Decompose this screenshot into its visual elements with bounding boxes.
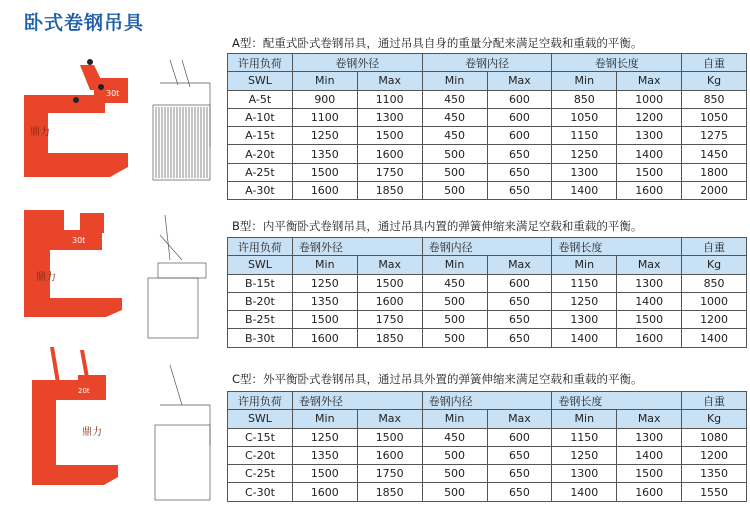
table-cell: 1350 bbox=[682, 465, 747, 483]
table-cell: 1300 bbox=[617, 274, 682, 292]
table-cell: 1850 bbox=[357, 329, 422, 347]
table-cell: 1450 bbox=[682, 145, 747, 163]
table-cell: 1250 bbox=[552, 292, 617, 310]
table-cell: 1750 bbox=[357, 163, 422, 181]
table-cell: 1200 bbox=[682, 311, 747, 329]
svg-text:30t: 30t bbox=[72, 236, 86, 245]
table-cell: 1250 bbox=[292, 428, 357, 446]
table-cell: 450 bbox=[422, 428, 487, 446]
table-cell: C-30t bbox=[228, 483, 293, 501]
header-min: Min bbox=[552, 410, 617, 428]
table-cell: 500 bbox=[422, 182, 487, 200]
header-kg: Kg bbox=[682, 256, 747, 274]
header-max: Max bbox=[357, 256, 422, 274]
table-cell: A-30t bbox=[228, 182, 293, 200]
table-row bbox=[228, 182, 747, 200]
table-cell: 650 bbox=[487, 292, 552, 310]
table-cell: 650 bbox=[487, 329, 552, 347]
table-cell: B-25t bbox=[228, 311, 293, 329]
header-kg: Kg bbox=[682, 410, 747, 428]
svg-text:鼎力: 鼎力 bbox=[82, 427, 102, 438]
table-cell: 1400 bbox=[552, 329, 617, 347]
header-kg: Kg bbox=[682, 72, 747, 90]
table-cell: 1600 bbox=[617, 182, 682, 200]
header-weight: 自重 bbox=[682, 54, 747, 72]
table-row bbox=[228, 90, 747, 108]
header-weight: 自重 bbox=[682, 238, 747, 256]
table-cell: 1300 bbox=[552, 465, 617, 483]
header-coil-length: 卷钢长度 bbox=[552, 392, 682, 410]
header-min: Min bbox=[552, 256, 617, 274]
page-title: 卧式卷钢吊具 bbox=[24, 12, 145, 34]
table-cell: 450 bbox=[422, 108, 487, 126]
table-cell: 850 bbox=[682, 274, 747, 292]
table-cell: A-20t bbox=[228, 145, 293, 163]
header-min: Min bbox=[292, 256, 357, 274]
table-cell: 1300 bbox=[552, 163, 617, 181]
header-weight: 自重 bbox=[682, 392, 747, 410]
header-max: Max bbox=[357, 72, 422, 90]
table-cell: B-30t bbox=[228, 329, 293, 347]
svg-text:鼎力: 鼎力 bbox=[30, 127, 50, 138]
table-cell: 1500 bbox=[292, 163, 357, 181]
table-cell: 1500 bbox=[292, 465, 357, 483]
header-row-groups bbox=[228, 392, 747, 410]
header-outer-diameter: 卷钢外径 bbox=[292, 392, 422, 410]
table-cell: 900 bbox=[292, 90, 357, 108]
table-cell: 650 bbox=[487, 483, 552, 501]
hook-drawing bbox=[148, 215, 206, 338]
table-cell: 1350 bbox=[292, 292, 357, 310]
table-cell: 1000 bbox=[617, 90, 682, 108]
table-row bbox=[228, 163, 747, 181]
table-row bbox=[228, 274, 747, 292]
table-cell: 1750 bbox=[357, 465, 422, 483]
table-c-caption: C型：外平衡卧式卷钢吊具，通过吊具外置的弹簧伸缩来满足空载和重载的平衡。 bbox=[232, 372, 643, 386]
table-cell: 1550 bbox=[682, 483, 747, 501]
table-cell: 2000 bbox=[682, 182, 747, 200]
spec-table-c bbox=[227, 391, 747, 502]
table-cell: 1600 bbox=[292, 483, 357, 501]
table-cell: 1050 bbox=[682, 108, 747, 126]
table-a-caption: A型：配重式卧式卷钢吊具，通过吊具自身的重量分配来满足空载和重载的平衡。 bbox=[232, 36, 643, 50]
table-b-caption: B型：内平衡卧式卷钢吊具，通过吊具内置的弹簧伸缩来满足空载和重载的平衡。 bbox=[232, 219, 643, 233]
table-cell: C-25t bbox=[228, 465, 293, 483]
table-row bbox=[228, 311, 747, 329]
header-swl: SWL bbox=[228, 256, 293, 274]
svg-text:20t: 20t bbox=[78, 387, 90, 395]
table-cell: 1600 bbox=[617, 329, 682, 347]
table-cell: 1200 bbox=[682, 446, 747, 464]
table-row bbox=[228, 292, 747, 310]
table-cell: 1500 bbox=[617, 311, 682, 329]
table-cell: 1600 bbox=[617, 483, 682, 501]
table-cell: 1400 bbox=[552, 483, 617, 501]
table-cell: 1800 bbox=[682, 163, 747, 181]
header-max: Max bbox=[487, 72, 552, 90]
table-cell: 600 bbox=[487, 428, 552, 446]
table-row bbox=[228, 465, 747, 483]
hook-photo bbox=[24, 210, 122, 317]
table-cell: 1250 bbox=[552, 446, 617, 464]
table-cell: 1400 bbox=[617, 292, 682, 310]
table-cell: 850 bbox=[682, 90, 747, 108]
header-load: 许用负荷 bbox=[228, 392, 293, 410]
table-cell: 1500 bbox=[617, 465, 682, 483]
table-cell: 600 bbox=[487, 274, 552, 292]
type-c-hook-image bbox=[10, 345, 220, 505]
hook-drawing bbox=[153, 60, 210, 180]
table-cell: 1600 bbox=[292, 182, 357, 200]
table-cell: 1150 bbox=[552, 274, 617, 292]
table-cell: 450 bbox=[422, 274, 487, 292]
header-outer-diameter: 卷钢外径 bbox=[292, 238, 422, 256]
hook-drawing bbox=[155, 365, 210, 500]
table-row bbox=[228, 145, 747, 163]
table-cell: 1600 bbox=[357, 145, 422, 163]
table-cell: 1400 bbox=[682, 329, 747, 347]
table-cell: 500 bbox=[422, 329, 487, 347]
header-min: Min bbox=[422, 72, 487, 90]
table-cell: 600 bbox=[487, 108, 552, 126]
header-min: Min bbox=[292, 410, 357, 428]
header-row-units bbox=[228, 256, 747, 274]
hook-photo bbox=[32, 347, 118, 485]
header-row-groups bbox=[228, 238, 747, 256]
table-row bbox=[228, 127, 747, 145]
table-cell: 450 bbox=[422, 90, 487, 108]
table-cell: 650 bbox=[487, 163, 552, 181]
header-outer-diameter: 卷钢外径 bbox=[292, 54, 422, 72]
table-cell: 1150 bbox=[552, 428, 617, 446]
table-cell: 1500 bbox=[357, 274, 422, 292]
table-cell: 1250 bbox=[552, 145, 617, 163]
table-cell: 1500 bbox=[617, 163, 682, 181]
table-cell: 1600 bbox=[292, 329, 357, 347]
table-cell: 600 bbox=[487, 90, 552, 108]
header-swl: SWL bbox=[228, 72, 293, 90]
header-inner-diameter: 卷钢内径 bbox=[422, 238, 552, 256]
table-cell: 650 bbox=[487, 182, 552, 200]
table-cell: 1500 bbox=[292, 311, 357, 329]
table-row bbox=[228, 108, 747, 126]
header-max: Max bbox=[617, 410, 682, 428]
table-row bbox=[228, 329, 747, 347]
table-cell: 500 bbox=[422, 311, 487, 329]
table-cell: A-10t bbox=[228, 108, 293, 126]
type-b-hook-image bbox=[10, 205, 220, 340]
table-cell: 500 bbox=[422, 446, 487, 464]
table-cell: 500 bbox=[422, 465, 487, 483]
table-cell: 1050 bbox=[552, 108, 617, 126]
table-cell: 1500 bbox=[357, 428, 422, 446]
header-min: Min bbox=[422, 256, 487, 274]
type-a-hook-image bbox=[10, 55, 220, 185]
header-row-units bbox=[228, 72, 747, 90]
table-cell: 650 bbox=[487, 446, 552, 464]
table-cell: 1400 bbox=[617, 145, 682, 163]
header-inner-diameter: 卷钢内径 bbox=[422, 392, 552, 410]
table-cell: 1300 bbox=[552, 311, 617, 329]
header-inner-diameter: 卷钢内径 bbox=[422, 54, 552, 72]
table-cell: 1080 bbox=[682, 428, 747, 446]
table-cell: 650 bbox=[487, 311, 552, 329]
header-max: Max bbox=[357, 410, 422, 428]
table-row bbox=[228, 428, 747, 446]
table-cell: C-15t bbox=[228, 428, 293, 446]
header-row-groups bbox=[228, 54, 747, 72]
header-max: Max bbox=[487, 256, 552, 274]
table-cell: 1100 bbox=[357, 90, 422, 108]
table-cell: 1200 bbox=[617, 108, 682, 126]
header-row-units bbox=[228, 410, 747, 428]
table-cell: 500 bbox=[422, 292, 487, 310]
table-cell: 500 bbox=[422, 163, 487, 181]
spec-table-b bbox=[227, 237, 747, 348]
table-cell: 1300 bbox=[617, 428, 682, 446]
table-cell: A-25t bbox=[228, 163, 293, 181]
svg-text:30t: 30t bbox=[106, 89, 120, 98]
table-cell: 1150 bbox=[552, 127, 617, 145]
table-cell: 1750 bbox=[357, 311, 422, 329]
header-load: 许用负荷 bbox=[228, 54, 293, 72]
table-cell: 500 bbox=[422, 145, 487, 163]
table-cell: 1300 bbox=[617, 127, 682, 145]
table-cell: 650 bbox=[487, 465, 552, 483]
header-max: Max bbox=[617, 72, 682, 90]
header-coil-length: 卷钢长度 bbox=[552, 238, 682, 256]
table-cell: A-15t bbox=[228, 127, 293, 145]
table-cell: 1500 bbox=[357, 127, 422, 145]
table-cell: 1100 bbox=[292, 108, 357, 126]
table-cell: 500 bbox=[422, 483, 487, 501]
table-cell: A-5t bbox=[228, 90, 293, 108]
table-cell: 1000 bbox=[682, 292, 747, 310]
header-swl: SWL bbox=[228, 410, 293, 428]
table-cell: 1250 bbox=[292, 127, 357, 145]
header-min: Min bbox=[292, 72, 357, 90]
header-load: 许用负荷 bbox=[228, 238, 293, 256]
table-cell: 1400 bbox=[617, 446, 682, 464]
table-cell: 1850 bbox=[357, 182, 422, 200]
svg-text:鼎力: 鼎力 bbox=[36, 272, 56, 283]
table-row bbox=[228, 483, 747, 501]
table-cell: 450 bbox=[422, 127, 487, 145]
table-cell: 650 bbox=[487, 145, 552, 163]
table-cell: 1600 bbox=[357, 446, 422, 464]
table-cell: 1300 bbox=[357, 108, 422, 126]
table-cell: 1350 bbox=[292, 446, 357, 464]
table-cell: C-20t bbox=[228, 446, 293, 464]
table-cell: 1350 bbox=[292, 145, 357, 163]
table-cell: 1850 bbox=[357, 483, 422, 501]
hook-photo bbox=[24, 59, 128, 177]
table-cell: 1250 bbox=[292, 274, 357, 292]
header-min: Min bbox=[552, 72, 617, 90]
table-row bbox=[228, 446, 747, 464]
header-min: Min bbox=[422, 410, 487, 428]
table-cell: B-20t bbox=[228, 292, 293, 310]
table-cell: B-15t bbox=[228, 274, 293, 292]
header-max: Max bbox=[617, 256, 682, 274]
header-coil-length: 卷钢长度 bbox=[552, 54, 682, 72]
table-cell: 850 bbox=[552, 90, 617, 108]
table-cell: 1400 bbox=[552, 182, 617, 200]
table-cell: 1600 bbox=[357, 292, 422, 310]
table-cell: 600 bbox=[487, 127, 552, 145]
header-max: Max bbox=[487, 410, 552, 428]
table-cell: 1275 bbox=[682, 127, 747, 145]
spec-table-a bbox=[227, 53, 747, 200]
